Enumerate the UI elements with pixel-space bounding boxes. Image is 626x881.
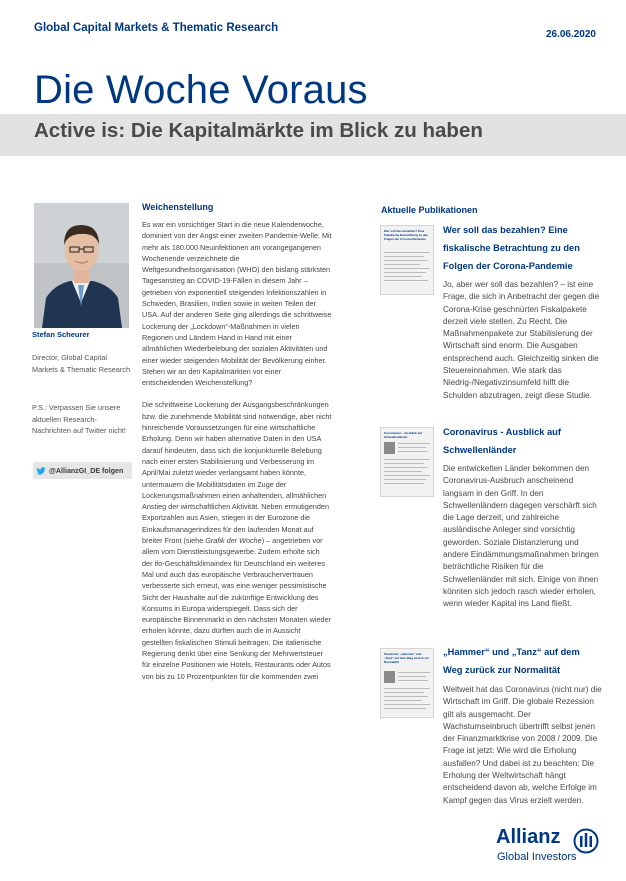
article-body (142, 219, 332, 693)
publication-summary: Jo, aber wer soll das bezahlen? – ist eine Frage, die sich in Anbetracht der gegen die Corona-Krise geschnürten Fiskalpakete derzeit viele stellen. Zu Recht. Die Maßnahmenpakete zur Stabilisierung der Wirtschaft sind enorm. Die Ausgaben entsprechend auch. Gleichzeitig sinken die Steuereinnahmen. Wie stark das Niedrig-/Negativzinsumfeld hilft die Schulden abzutragen, zeigt diese Studie. (443, 280, 600, 400)
article-paragraph-2 (142, 399, 332, 681)
publication-thumbnail[interactable] (380, 225, 434, 295)
author-role: Director, Global Capital Markets & Thematic Research (32, 353, 131, 374)
allianz-eagle-icon (573, 828, 599, 854)
article-paragraph-1: Es war ein vorsichtiger Start in die neue Kalenderwoche, dominiert von der Angst einer zweiten Pandemie-Welle. Mit mehr als 180.000 Neuinfektionen am vorangegangenen Wochenende verzeichnete die Weltgesundheitsorganisation (WHO) den bislang stärksten Tagesanstieg an COVID-19-Fällen in diesem Jahr – getrieben von exponentiell steigenden Infektionszahlen in Schweden, Brasilien, Indien sowie in weiten Teilen der USA. Auf der anderen Seite ging allerdings die schrittweise Lockerung der „Lockdown“-Maßnahmen in vielen Regionen und Ländern Hand in Hand mit einer allmählichen Wiederbelebung der sozialen Aktivitäten und einer wieder steigenden Mobilität der Bevölkerung einher. Stehen wir an den Kapitalmärkten vor einer entscheidenden Weichenstellung? (142, 220, 332, 388)
publication-thumbnail-title: Coronavirus - Ausblick auf Schwellenländer (384, 431, 423, 439)
publication-summary: Die entwickelten Länder bekommen den Coronavirus-Ausbruch anscheinend langsam in den Griff. In den Schwellenländern dagegen verschärft sich die Lage derzeit, und zahlreiche ausländische Anleger sind vorsichtig geworden. Soziale Distanzierung und andere Eindämmungsmaßnahmen bringen beträchtliche Risiken für die Schwellenländer mit sich. Einige von ihnen könnten sich jedoch rasch wieder erholen, wenn wieder Kapital ins Land fließt. (443, 464, 599, 609)
publication-title[interactable]: „Hammer“ und „Tanz“ auf dem Weg zurück zur Normalität (443, 647, 580, 675)
logo-subtitle: Global Investors (497, 851, 577, 863)
publication-summary: Weltweit hat das Coronavirus (nicht nur) die Wirtschaft im Griff. Die globale Rezession gilt als ausgemacht. Der Wachstumseinbruch übertrifft selbst jenen der Finanzmarktkrise von 2008 / 2009. Die Frage ist jetzt: Wie wird die Erholung ausfallen? Und dabei ist zu beachten: Die Erholung der Weltwirtschaft hängt entscheidend davon ab, welche Erfolge im Kampf gegen das Virus erzielt werden. (443, 685, 602, 805)
author-name: Stefan Scheurer (32, 330, 90, 339)
author-ps-note: P.S.: Verpassen Sie unsere aktuellen Research-Nachrichten auf Twitter nicht! (32, 403, 126, 435)
author-photo (34, 203, 129, 328)
article-paragraph-2a: Die schrittweise Lockerung der Ausgangsbeschränkungen bzw. die zunehmende Mobilität sind notwendige, aber nicht hinreichende Voraussetzungen für eine wirtschaftliche Erholung. Denn wir haben alternative Daten in den USA darauf hindeuten, dass sich die konjunkturelle Belebung nach einer ersten Stabilisierung und Verbesserung im April/Mai zuletzt wieder verlangsamt haben könnte, untermauern die Mobilitätsdaten im Zuge der Lockerungsmaßnahmen einen anhaltenden, allmählichen Anstieg der wirtschaftlichen Aktivität. Neben ermutigenden Exportzahlen aus Asien, stiegen in der Eurozone die Einkaufsmanagerindizes für den laufenden Monat auf breiter Front (siehe (142, 400, 332, 546)
publication-thumbnail-title: Wer soll das bezahlen? Eine fiskalische Betrachtung zu den Folgen der Corona-Pandemie (384, 229, 429, 241)
logo-wordmark: Allianz (496, 826, 561, 848)
article-heading: Weichenstellung (142, 202, 214, 212)
publications-heading: Aktuelle Publikationen (381, 205, 478, 215)
department-label: Global Capital Markets & Thematic Research (34, 22, 279, 34)
publication-title[interactable]: Coronavirus - Ausblick auf Schwellenländer (443, 427, 561, 455)
allianz-global-investors-logo (496, 826, 606, 866)
twitter-follow-button[interactable] (33, 462, 132, 479)
page-subtitle: Active is: Die Kapitalmärkte im Blick zu haben (34, 119, 483, 142)
publication-thumbnail[interactable] (380, 648, 434, 718)
publication-title[interactable]: Wer soll das bezahlen? Eine fiskalische Betrachtung zu den Folgen der Corona-Pandemie (443, 225, 580, 271)
publication-thumbnail-title: Pandemie: „Hammer“ und „Tanz“ auf dem Weg zurück zur Normalität (384, 652, 429, 664)
twitter-icon (36, 466, 46, 476)
twitter-follow-label: @AllianzGI_DE folgen (49, 466, 124, 475)
article-paragraph-2b: ) – angetrieben vor allem vom Dienstleistungsgewerbe. Zudem erholte sich der ifo-Geschäftsklimaindex für Deutschland ein weiteres Mal und auch das europäische Verbrauchervertrauen verbesserte sich erneut, was eine weniger pessimistische Sicht der Haushalte auf die zukünftige Entwicklung des Konsums in Europa widerspiegelt. Dass sich der europäische Binnenmarkt in den nächsten Monaten wieder erholen könnte, dazu dürften auch die in Aussicht gestellten fiskalischen Stimuli beitragen. Die italienische Regierung denkt über eine Senkung der Mehrwertsteuer für einzelne Positionen wie Hotels, Restaurants oder Autos von bis zu 10 Prozentpunkten für die kommenden zwei (142, 536, 332, 681)
chart-of-week-reference: Grafik der Woche (205, 536, 262, 546)
page-title: Die Woche Voraus (34, 68, 368, 112)
publication-thumbnail[interactable] (380, 427, 434, 497)
publication-date: 26.06.2020 (545, 29, 596, 40)
